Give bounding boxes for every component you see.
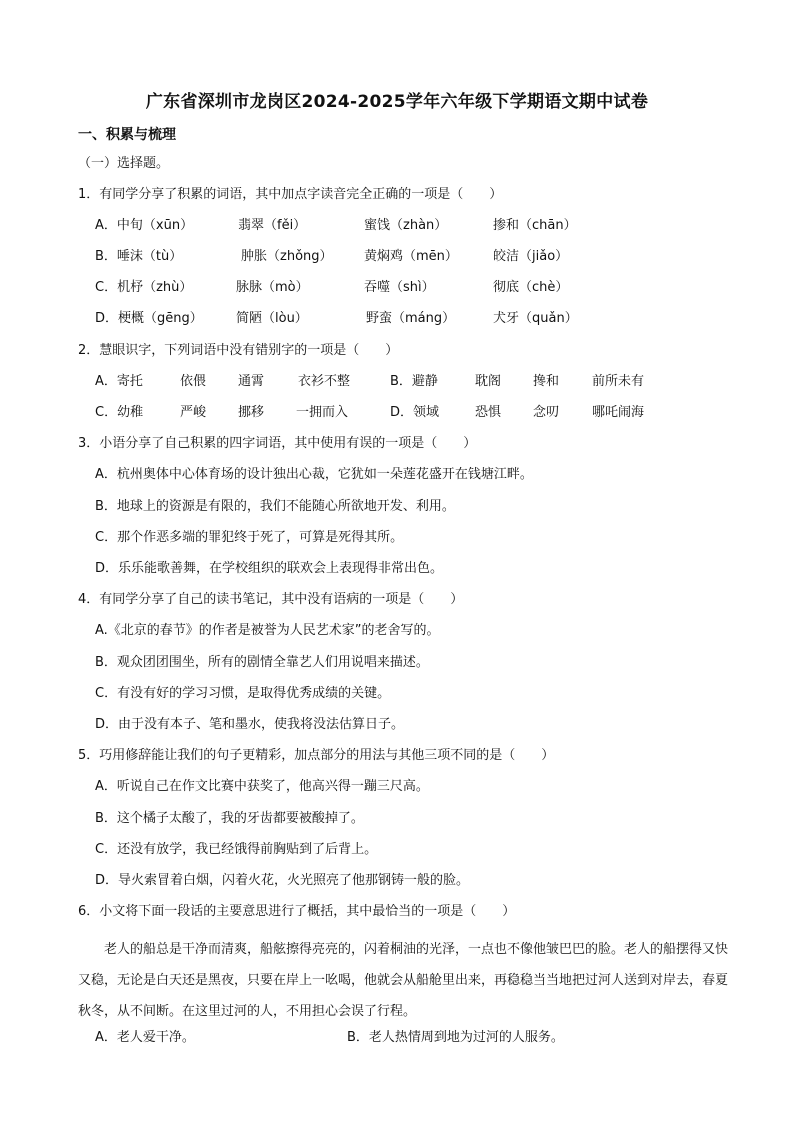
question-3-stem: 3．小语分享了自己积累的四字词语，其中使用有误的一项是（ ） bbox=[78, 436, 477, 451]
q1-option-a-1: A．中旬（xūn） bbox=[95, 218, 194, 233]
q2-option-b-3: 搀和 bbox=[533, 374, 560, 389]
q3-option-a: A．杭州奥体中心体育场的设计独出心裁，它犹如一朵莲花盛开在钱塘江畔。 bbox=[95, 467, 533, 482]
q1-option-c-2: 脉脉（mò） bbox=[236, 280, 309, 295]
q2-option-a-2: 依偎 bbox=[180, 374, 207, 389]
q5-option-c: C．还没有放学，我已经饿得前胸贴到了后背上。 bbox=[95, 842, 378, 857]
q4-option-a: A.《北京的春节》的作者是被誉为人民艺术家”的老舍写的。 bbox=[95, 623, 440, 638]
page-title: 广东省深圳市龙岗区2024-2025学年六年级下学期语文期中试卷 bbox=[145, 92, 649, 112]
q2-option-d-3: 念叨 bbox=[533, 405, 560, 420]
q2-option-c-3: 挪移 bbox=[238, 405, 265, 420]
subsection-heading: （一）选择题。 bbox=[78, 156, 170, 171]
q5-option-b: B．这个橘子太酸了，我的牙齿都要被酸掉了。 bbox=[95, 811, 364, 826]
q1-option-a-2: 翡翠（fěi） bbox=[238, 218, 307, 233]
question-2-stem: 2．慧眼识字，下列词语中没有错别字的一项是（ ） bbox=[78, 343, 399, 358]
q2-option-b-4: 前所未有 bbox=[592, 374, 645, 389]
question-5-stem: 5．巧用修辞能让我们的句子更精彩，加点部分的用法与其他三项不同的是（ ） bbox=[78, 748, 555, 763]
q2-option-a-1: A．寄托 bbox=[95, 374, 143, 389]
q3-option-b: B．地球上的资源是有限的，我们不能随心所欲地开发、利用。 bbox=[95, 499, 455, 514]
question-4-stem: 4．有同学分享了自己的读书笔记，其中没有语病的一项是（ ） bbox=[78, 592, 464, 607]
q1-option-c-4: 彻底（chè） bbox=[493, 280, 569, 295]
section-heading: 一、积累与梳理 bbox=[78, 127, 176, 143]
q5-option-a: A．听说自己在作文比赛中获奖了，他高兴得一蹦三尺高。 bbox=[95, 779, 429, 794]
q4-option-b: B．观众团团围坐，所有的剧情全靠艺人们用说唱来描述。 bbox=[95, 655, 429, 670]
q1-option-c-1: C．机杼（zhù） bbox=[95, 280, 193, 295]
q4-option-c: C．有没有好的学习习惯，是取得优秀成绩的关键。 bbox=[95, 686, 391, 701]
q2-option-c-2: 严峻 bbox=[180, 405, 207, 420]
q2-option-c-1: C．幼稚 bbox=[95, 405, 144, 420]
q6-option-b: B．老人热情周到地为过河的人服务。 bbox=[347, 1030, 564, 1045]
q1-option-b-4: 皎洁（jiǎo） bbox=[493, 249, 569, 264]
q2-option-d-2: 恐惧 bbox=[475, 405, 502, 420]
q1-option-b-3: 黄焖鸡（mēn） bbox=[364, 249, 458, 264]
q3-option-d: D．乐乐能歌善舞，在学校组织的联欢会上表现得非常出色。 bbox=[95, 561, 444, 576]
q1-option-d-3: 野蛮（máng） bbox=[366, 311, 456, 326]
q2-option-c-4: 一拥而入 bbox=[296, 405, 349, 420]
q1-option-c-3: 吞噬（shì） bbox=[364, 280, 435, 295]
q3-option-c: C．那个作恶多端的罪犯终于死了，可算是死得其所。 bbox=[95, 530, 404, 545]
q2-option-a-3: 通霄 bbox=[238, 374, 265, 389]
q1-option-a-3: 蜜饯（zhàn） bbox=[364, 218, 448, 233]
q5-option-d: D．导火索冒着白烟，闪着火花，火光照亮了他那钢铸一般的脸。 bbox=[95, 873, 470, 888]
q6-passage: 老人的船总是干净而清爽，船舷擦得亮亮的，闪着桐油的光泽，一点也不像他皱巴巴的脸。老人的船摆得又快又稳，无论是白天还是黑夜，只要在岸上一吆喝，他就会从船舱里出来，再稳稳当当地把过河人送到对岸去，春夏秋冬，从不间断。在这里过河的人，不用担心会误了行程。 bbox=[78, 942, 729, 1019]
q1-option-b-1: B．唾沫（tù） bbox=[95, 249, 183, 264]
q4-option-d: D．由于没有本子、笔和墨水，使我将没法估算日子。 bbox=[95, 717, 405, 732]
question-1-stem: 1．有同学分享了积累的词语，其中加点字读音完全正确的一项是（ ） bbox=[78, 187, 503, 202]
q1-option-d-4: 犬牙（quǎn） bbox=[493, 311, 578, 326]
q1-option-d-2: 简陋（lòu） bbox=[236, 311, 308, 326]
q1-option-d-1: D．梗概（gēng） bbox=[95, 311, 203, 326]
q2-option-a-4: 衣衫不整 bbox=[298, 374, 351, 389]
q6-option-a: A．老人爱干净。 bbox=[95, 1030, 195, 1045]
q2-option-d-4: 哪吒闹海 bbox=[592, 405, 645, 420]
q2-option-d-1: D．领域 bbox=[390, 405, 440, 420]
q2-option-b-1: B．避静 bbox=[390, 374, 438, 389]
q1-option-b-2: 肿胀（zhǒng） bbox=[241, 249, 333, 264]
q2-option-b-2: 耽阁 bbox=[475, 374, 502, 389]
q1-option-a-4: 掺和（chān） bbox=[493, 218, 577, 233]
question-6-stem: 6．小文将下面一段话的主要意思进行了概括，其中最恰当的一项是（ ） bbox=[78, 904, 516, 919]
